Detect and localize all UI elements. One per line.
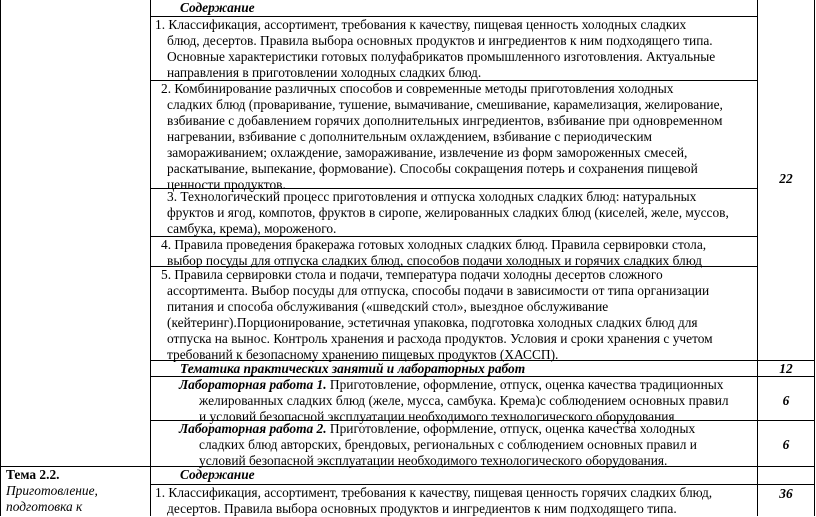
item-line: 3. Технологический процесс приготовления и отпуска холодных сладких блюд: натуральных: [167, 189, 697, 204]
table-border-left: [0, 0, 1, 516]
item-line: фруктов и ягод, компотов, фруктов в сиропе, желированных сладких блюд (киселей, желе, муссов,: [167, 205, 729, 220]
content-item: [155, 17, 755, 81]
topic-cell: [6, 467, 146, 515]
lab-work-hours: 6: [782, 393, 790, 408]
lab-work-line: условий безопасной эксплуатации необходимого технологического оборудования.: [199, 453, 668, 468]
lab-work-line: и условий безопасной эксплуатации необходимого технологического оборудования: [199, 409, 675, 424]
item-line: Основные характеристики готовых полуфабрикатов промышленного изготовления. Актуальные: [167, 49, 716, 64]
section-hours: 22: [779, 171, 793, 186]
item-line: сладких блюд (проваривание, тушение, вымачивание, смешивание, карамелизация, желирование,: [167, 97, 723, 112]
item-line: 2. Комбинирование различных способов и современные методы приготовления холодных: [161, 81, 674, 96]
practical-hours: 12: [779, 361, 793, 376]
item-line: отпуска на вынос. Контроль хранения и расхода продуктов. Условия и сроки хранения с учетом: [167, 331, 713, 346]
lab-work: [179, 421, 755, 469]
item-line: раскатывание, выпекание, формование). Способы сокращения потерь и сохранения пищевой: [167, 161, 698, 176]
table-border-right: [814, 0, 815, 516]
item-line: питания и способа обслуживания («шведский стол», выездное обслуживание: [167, 299, 609, 314]
item-line: (кейтеринг).Порционирование, эстетичная упаковка, подготовка холодных сладких блюд для: [167, 315, 698, 330]
content-item: [167, 189, 755, 237]
lab-work-text: Приготовление, оформление, отпуск, оценка качества традиционных: [326, 377, 724, 392]
practical-header: Тематика практических занятий и лабораторных работ: [180, 361, 526, 376]
lab-work-line: желированных сладких блюд (желе, мусса, самбука. Крема)с соблюдением основных правил: [199, 393, 729, 408]
item-line: направления в приготовлении холодных сладких блюд.: [167, 65, 482, 80]
lab-work-title: Лабораторная работа 1.: [179, 377, 327, 392]
lab-work-hours: 6: [782, 437, 790, 452]
item-line: выбор посуды для отпуска сладких блюд, способов подачи холодных и горячих сладких блюд: [167, 253, 702, 268]
item-line: ассортимента. Выбор посуды для отпуска, способы подачи в зависимости от типа организации: [167, 283, 710, 298]
item-line: ценности продуктов.: [167, 177, 286, 192]
section-header: Содержание: [180, 0, 255, 15]
item-line: десертов. Правила выбора основных продуктов и ингредиентов к ним подходящего типа.: [167, 501, 677, 516]
content-item: [161, 81, 755, 193]
section-hours: 36: [779, 486, 793, 501]
content-item: [155, 485, 755, 517]
topic-name-line: подготовка к: [6, 499, 83, 514]
item-line: взбивание с добавлением горячих дополнительных ингредиентов, взбивание при одновременном: [167, 113, 723, 128]
item-line: требований к безопасному хранению пищевых продуктов (ХАССП).: [167, 347, 559, 362]
section-header: Содержание: [180, 467, 255, 482]
table-divider-topic: [150, 0, 151, 516]
lab-work: [179, 377, 755, 425]
item-line: самбука, крема), мороженого.: [167, 221, 337, 236]
lab-work-text: Приготовление, оформление, отпуск, оценка качества холодных: [326, 421, 696, 436]
item-line: 1. Классификация, ассортимент, требования к качеству, пищевая ценность холодных сладких: [155, 17, 687, 32]
topic-name-line: Приготовление,: [6, 483, 98, 498]
item-line: 1. Классификация, ассортимент, требования к качеству, пищевая ценность горячих сладких блюд,: [155, 485, 713, 500]
content-item: [161, 267, 755, 363]
item-line: замораживанием; охлаждение, замораживание, извлечение из форм замороженных смесей,: [167, 145, 688, 160]
item-line: 5. Правила сервировки стола и подачи, температура подачи холодны десертов сложного: [161, 267, 663, 282]
content-item: [161, 237, 755, 269]
topic-title: Тема 2.2.: [6, 467, 60, 482]
item-line: блюд, десертов. Правила выбора основных продуктов и ингредиентов к ним подходящего типа.: [167, 33, 713, 48]
lab-work-line: сладких блюд авторских, брендовых, региональных с соблюдением основных правил и: [199, 437, 697, 452]
item-line: 4. Правила проведения бракеража готовых холодных сладких блюд. Правила сервировки стола,: [161, 237, 707, 252]
lab-work-title: Лабораторная работа 2.: [179, 421, 327, 436]
item-line: нагревании, взбивание с дополнительным охлаждением, взбивание с периодическим: [167, 129, 652, 144]
